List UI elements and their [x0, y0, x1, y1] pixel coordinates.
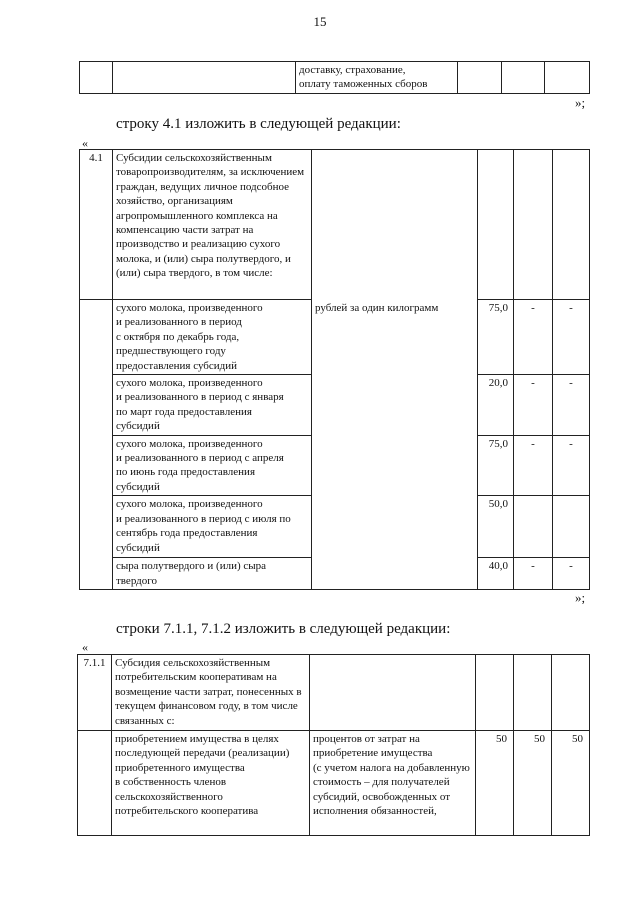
opening-quote: «: [82, 136, 88, 150]
sub-row-text: сухого молока, произведенного и реализованного в период с января по март года предоставления субсидий: [113, 375, 312, 436]
unit-cell: процентов от затрат на приобретение имущества (с учетом налога на добавленную стоимость – для получателей субсидий, освобожденных от исполнения обязанностей,: [310, 731, 476, 836]
sub-row-text: сухого молока, произведенного и реализованного в период с июля по сентябрь года предоставления субсидий: [113, 496, 312, 558]
value-cell: -: [514, 558, 553, 590]
closing-quote: »;: [575, 95, 586, 110]
value-cell: -: [553, 375, 590, 436]
value-cell: 50: [476, 731, 514, 836]
table-cell: [502, 62, 545, 94]
row-code: 7.1.1: [78, 655, 112, 731]
sub-row-text: сыра полутвердого и (или) сыра твердого: [113, 558, 312, 590]
row-description: Субсидия сельскохозяйственным потребительским кооперативам на возмещение части затрат, понесенных в текущем финансовом году, в том числе связанных с:: [112, 655, 310, 731]
value-cell: 75,0: [478, 300, 514, 375]
closing-quote: »;: [575, 590, 586, 605]
unit-cell: [312, 150, 478, 300]
top-table-fragment: [79, 61, 590, 94]
value-cell: 50: [552, 731, 590, 836]
value-cell: 20,0: [478, 375, 514, 436]
value-cell: 75,0: [478, 435, 514, 496]
value-cell: [553, 150, 590, 300]
sub-row-text: сухого молока, произведенного и реализованного в период с октября по декабрь года, предшествующего году предоставления субсидий: [113, 300, 312, 375]
value-cell: 50,0: [478, 496, 514, 558]
opening-quote: «: [82, 640, 88, 654]
value-cell: [553, 496, 590, 558]
value-cell: [478, 150, 514, 300]
row-code: [80, 300, 113, 590]
unit-cell: [310, 655, 476, 731]
table-row-4-1: [79, 149, 590, 590]
table-cell: доставку, страхование, оплату таможенных сборов: [296, 62, 458, 94]
value-cell: [514, 150, 553, 300]
page-number: 15: [313, 14, 327, 29]
value-cell: -: [553, 300, 590, 375]
sub-row-text: приобретением имущества в целях последующей передачи (реализации) приобретенного имущества в собственность членов сельскохозяйственного потребительского кооператива: [112, 731, 310, 836]
value-cell: -: [553, 558, 590, 590]
table-cell: [113, 62, 296, 94]
sub-row-text: сухого молока, произведенного и реализованного в период с апреля по июнь года предоставления субсидий: [113, 435, 312, 496]
value-cell: [514, 496, 553, 558]
table-cell: [80, 62, 113, 94]
unit-cell: рублей за один килограмм: [312, 300, 478, 590]
value-cell: 50: [514, 731, 552, 836]
value-cell: -: [553, 435, 590, 496]
section-heading: строки 7.1.1, 7.1.2 изложить в следующей редакции:: [116, 621, 451, 637]
value-cell: 40,0: [478, 558, 514, 590]
row-code: 4.1: [80, 150, 113, 300]
row-description: Субсидии сельскохозяйственным товаропроизводителям, за исключением граждан, ведущих личное подсобное хозяйство, организациям агропромышленного комплекса на компенсацию части затрат на производство и реализацию сухого молока, и (или) сыра полутвердого, и (или) сыра твердого, в том числе:: [113, 150, 312, 300]
table-cell: [545, 62, 590, 94]
value-cell: [552, 655, 590, 731]
table-cell: [458, 62, 502, 94]
table-row-7-1-1: [77, 654, 590, 836]
row-code: [78, 731, 112, 836]
value-cell: [476, 655, 514, 731]
value-cell: -: [514, 375, 553, 436]
section-heading: строку 4.1 изложить в следующей редакции:: [116, 116, 401, 132]
value-cell: -: [514, 300, 553, 375]
value-cell: [514, 655, 552, 731]
value-cell: -: [514, 435, 553, 496]
